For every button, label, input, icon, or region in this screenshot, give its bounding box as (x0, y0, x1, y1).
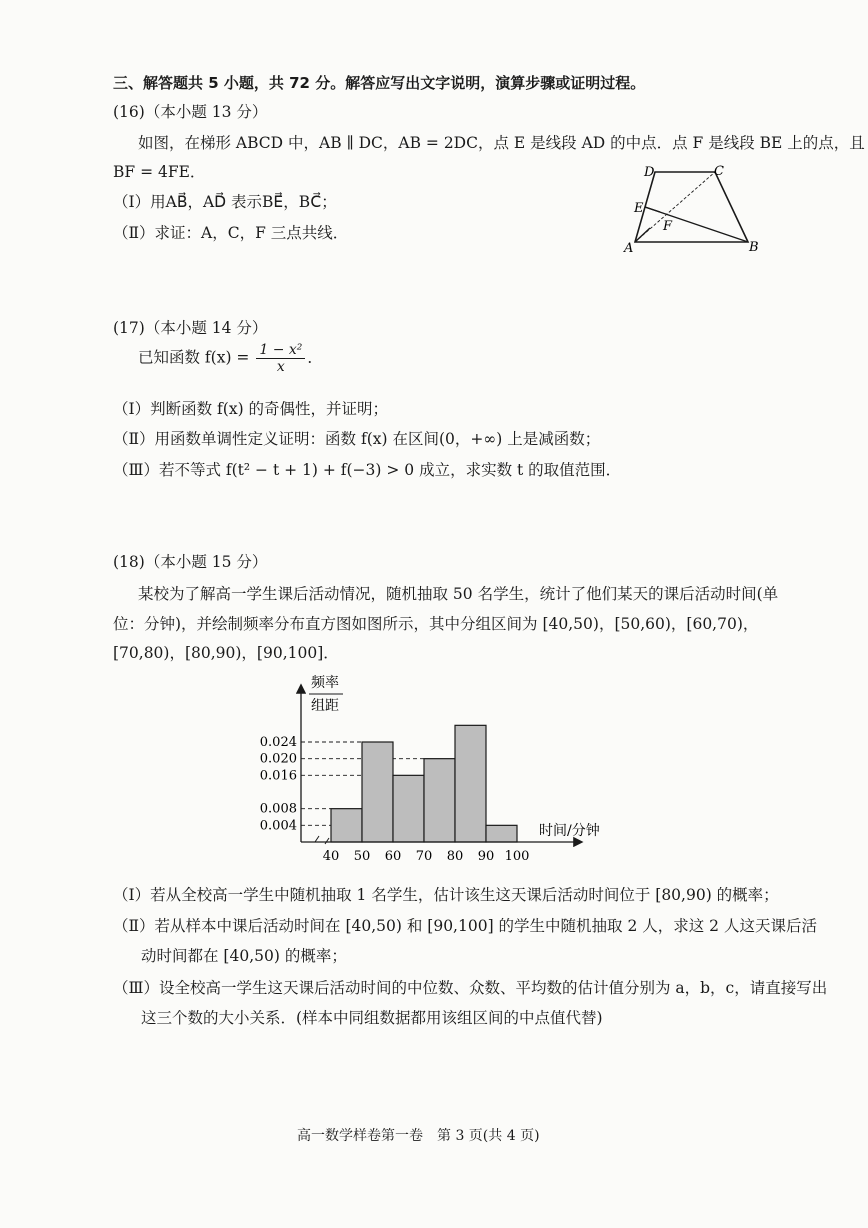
q16-stem-line1: 如图，在梯形 ABCD 中，AB ∥ DC，AB = 2DC，点 E 是线段 AD 的中点．点 F 是线段 BE 上的点，且 (138, 134, 865, 152)
q18-stem-line3: [70,80)，[80,90)，[90,100]． (113, 644, 339, 662)
q16-part1: （Ⅰ）用AB⃗，AD⃗ 表示BE⃗，BC⃗； (113, 193, 337, 211)
x-tick-label: 70 (415, 849, 433, 864)
x-tick-label: 50 (353, 849, 371, 864)
label-f: F (663, 219, 673, 234)
histogram-bar (424, 759, 455, 842)
q16-stem-line2: BF = 4FE． (113, 163, 206, 181)
histogram-bar (393, 775, 424, 842)
histogram-bar (455, 725, 486, 842)
y-tick-labels (260, 735, 297, 833)
q17-header: (17)（本小题 14 分） (113, 319, 268, 337)
q18-header: (18)（本小题 15 分） (113, 553, 268, 571)
x-tick-label: 40 (322, 849, 340, 864)
q17-known (138, 342, 323, 375)
label-d: D (644, 165, 655, 180)
q17-known-suffix: ． (307, 348, 323, 367)
q18-part2-line2: 动时间都在 [40,50) 的概率； (141, 947, 347, 965)
x-tick-labels (323, 849, 530, 864)
segment-be (645, 207, 748, 242)
q17-fraction (256, 342, 305, 375)
x-tick-label: 100 (504, 849, 530, 864)
y-label-bottom: 组距 (311, 698, 339, 714)
page-footer: 高一数学样卷第一卷 第 3 页(共 4 页) (297, 1128, 540, 1144)
x-tick-label: 90 (477, 849, 495, 864)
q17-numerator: 1 − x² (256, 342, 305, 359)
y-tick-label: 0.008 (259, 801, 297, 817)
x-tick-label: 80 (446, 849, 464, 864)
y-label-top: 频率 (311, 675, 339, 691)
x-axis-label: 时间/分钟 (539, 823, 600, 839)
q17-part2: （Ⅱ）用函数单调性定义证明：函数 f(x) 在区间(0，+∞) 上是减函数； (113, 430, 601, 448)
trapezoid-outline (635, 172, 748, 242)
label-b: B (749, 240, 759, 255)
histogram-bar (486, 825, 517, 842)
vector-arrow-ef (645, 207, 660, 212)
q16-part2: （Ⅱ）求证：A，C，F 三点共线． (113, 224, 349, 242)
q18-part3-line1: （Ⅲ）设全校高一学生这天课后活动时间的中位数、众数、平均数的估计值分别为 a，b，c，请直接写出 (113, 979, 828, 997)
axis-break-mark (315, 836, 329, 844)
y-tick-label: 0.020 (259, 751, 297, 767)
trapezoid-figure (620, 158, 770, 258)
q17-denominator: x (276, 359, 285, 375)
label-e: E (634, 201, 644, 216)
y-tick-label: 0.016 (259, 768, 297, 784)
label-a: A (624, 241, 634, 256)
q17-part3: （Ⅲ）若不等式 f(t² − t + 1) + f(−3) > 0 成立，求实数 t 的取值范围． (113, 461, 622, 479)
q17-known-prefix: 已知函数 f(x) = (138, 348, 255, 367)
section-title: 三、解答题共 5 小题，共 72 分。解答应写出文字说明，演算步骤或证明过程。 (113, 74, 646, 92)
q18-stem-line1: 某校为了解高一学生课后活动情况，随机抽取 50 名学生，统计了他们某天的课后活动时间(单 (138, 585, 779, 603)
x-tick-label: 60 (384, 849, 402, 864)
histogram-bar (331, 809, 362, 842)
q18-stem-line2: 位：分钟)，并绘制频率分布直方图如图所示，其中分组区间为 [40,50)，[50,60)，[60,70)， (113, 615, 759, 633)
histogram-bars (331, 725, 517, 842)
q17-part1: （Ⅰ）判断函数 f(x) 的奇偶性，并证明； (113, 400, 389, 418)
y-tick-label: 0.004 (259, 818, 297, 834)
label-c: C (714, 164, 724, 179)
q16-header: (16)（本小题 13 分） (113, 103, 268, 121)
q18-part2-line1: （Ⅱ）若从样本中课后活动时间在 [40,50) 和 [90,100] 的学生中随机抽取 2 人，求这 2 人这天课后活 (113, 917, 817, 935)
histogram-bar (362, 742, 393, 842)
frequency-histogram (255, 672, 625, 872)
q18-part3-line2: 这三个数的大小关系．(样本中同组数据都用该组区间的中点值代替) (141, 1009, 603, 1027)
q18-part1: （Ⅰ）若从全校高一学生中随机抽取 1 名学生，估计该生这天课后活动时间位于 [80,90) 的概率； (113, 886, 779, 904)
y-tick-label: 0.024 (259, 735, 297, 750)
